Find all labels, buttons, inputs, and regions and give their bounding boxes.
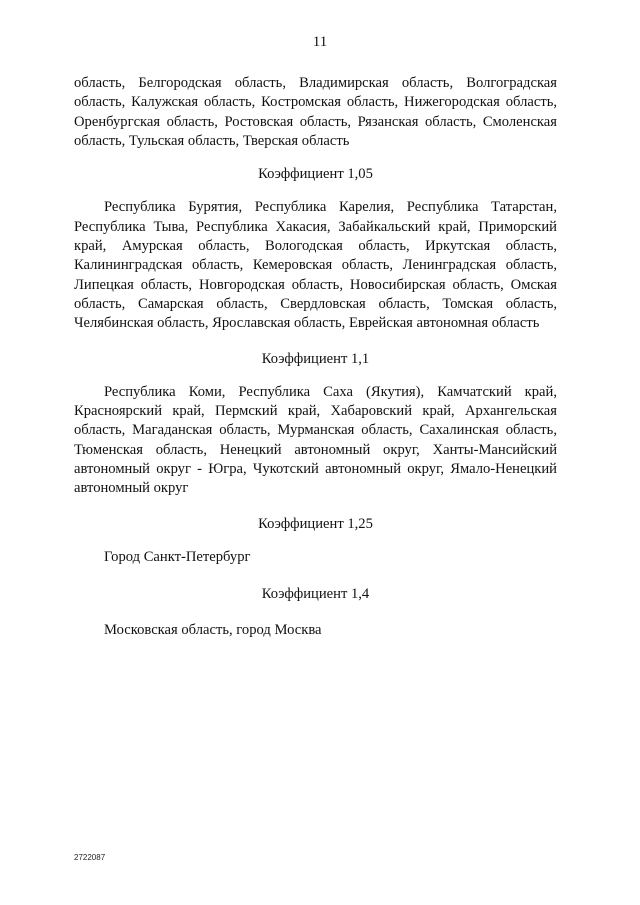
coefficient-1-1-heading: Коэффициент 1,1 <box>261 350 370 367</box>
intro-paragraph: область, Белгородская область, Владимирская область, Волгоградская область, Калужская область, Костромская область, Нижегородская область, Оренбургская область, Ростовская область, Рязанская область, Смоленская область, Тульская область, Тверская область <box>74 75 557 149</box>
document-id: 2722087 <box>74 853 106 862</box>
coefficient-1-05-heading: Коэффициент 1,05 <box>258 166 373 183</box>
coefficient-1-1-regions: Республика Коми, Республика Саха (Якутия), Камчатский край, Красноярский край, Пермский край, Хабаровский край, Архангельская область, Магаданская область, Мурманская область, Сахалинская область, Тюменская область, Ненецкий автономный округ, Ханты-Мансийский автономный округ - Югра, Чукотский автономный округ, Ямало-Ненецкий автономный округ <box>74 383 557 497</box>
page-number: 11 <box>312 34 328 50</box>
coefficient-1-25-regions: Город Санкт-Петербург <box>104 548 251 565</box>
coefficient-1-4-heading: Коэффициент 1,4 <box>261 586 370 603</box>
coefficient-1-05-regions: Республика Бурятия, Республика Карелия, Республика Татарстан, Республика Тыва, Республика Хакасия, Забайкальский край, Приморский край, Амурская область, Вологодская область, Иркутская область, Калининградская область, Кемеровская область, Ленинградская область, Липецкая область, Новгородская область, Новосибирская область, Омская область, Самарская область, Свердловская область, Томская область, Челябинская область, Ярославская область, Еврейская автономная область <box>74 199 557 332</box>
coefficient-1-25-heading: Коэффициент 1,25 <box>258 515 373 532</box>
coefficient-1-4-regions: Московская область, город Москва <box>104 621 322 638</box>
document-body <box>74 74 557 640</box>
